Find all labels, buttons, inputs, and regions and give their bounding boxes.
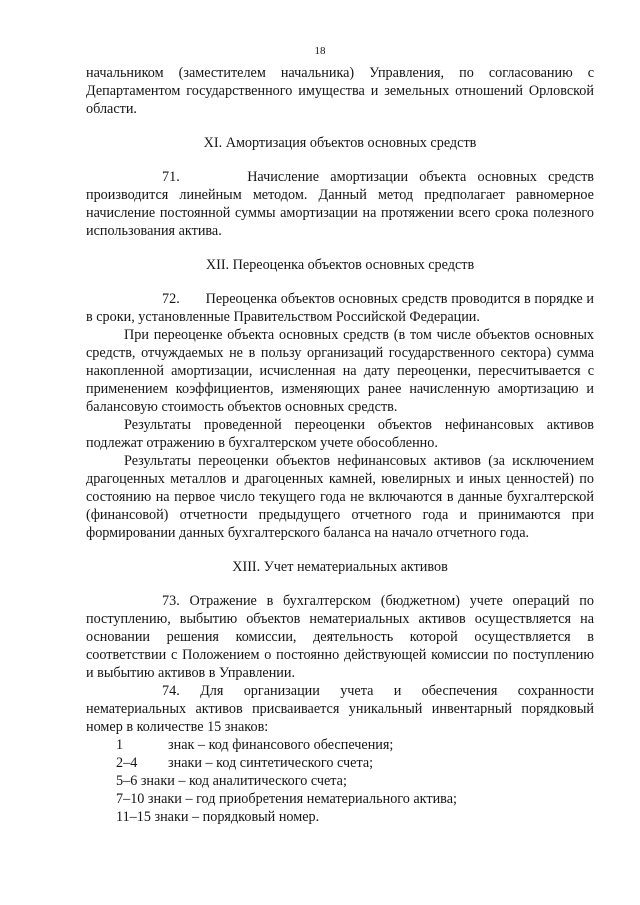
paragraph-74	[86, 682, 594, 736]
section-11-title: XI. Амортизация объектов основных средств	[203, 135, 477, 151]
list-item	[116, 790, 594, 808]
list-item	[116, 754, 594, 772]
list-item-code: 1	[116, 737, 124, 753]
paragraph-72-number: 72.	[162, 291, 180, 307]
section-12-title: XII. Переоценка объектов основных средств	[205, 257, 475, 273]
paragraph-72-text: Переоценка объектов основных средств проводится в порядке и в сроки, установленные Правительством Российской Федерации.	[86, 291, 594, 325]
list-item-text: 7–10 знаки – год приобретения нематериального актива;	[116, 791, 457, 807]
list-item-text: знаки – код синтетического счета;	[168, 755, 374, 771]
paragraph-72-results: Результаты проведенной переоценки объектов нефинансовых активов подлежат отражению в бухгалтерском учете обособленно.	[86, 417, 594, 451]
paragraph-72	[86, 290, 594, 326]
intro-paragraph: начальником (заместителем начальника) Управления, по согласованию с Департаментом государственного имущества и земельных отношений Орловской области.	[86, 65, 594, 117]
page-content	[86, 64, 594, 826]
list-item	[116, 736, 594, 754]
paragraph-72-results-reporting: Результаты переоценки объектов нефинансовых активов (за исключением драгоценных металлов и драгоценных камней, ювелирных и иных ценностей) по состоянию на первое число текущего года не включаются в данные бухгалтерской (финансовой) отчетности предыдущего отчетного года и принимаются при формировании данных бухгалтерского баланса на начало отчетного года.	[86, 453, 594, 541]
list-item-text: 11–15 знаки – порядковый номер.	[116, 809, 320, 825]
paragraph-72-revaluation: При переоценке объекта основных средств (в том числе объектов основных средств, отчуждаемых не в пользу организаций государственного сектора) сумма накопленной амортизации, исчисленная на дату переоценки, пересчитывается с применением коэффициентов, изменяющих ранее начисленную амортизацию и балансовую стоимость объектов основных средств.	[86, 327, 594, 415]
list-item-text: 5–6 знаки – код аналитического счета;	[116, 773, 347, 789]
section-13-title: XIII. Учет нематериальных активов	[232, 559, 448, 575]
paragraph-71-text: Начисление амортизации объекта основных средств производится линейным методом. Данный метод предполагает равномерное начисление постоянной суммы амортизации на протяжении всего срока полезного использования актива.	[86, 169, 594, 239]
page-number: 18	[314, 45, 326, 57]
paragraph-73-text: Отражение в бухгалтерском (бюджетном) учете операций по поступлению, выбытию объектов нематериальных активов осуществляется на основании решения комиссии, деятельность которой осуществляется в соответствии с Положением о постоянно действующей комиссии по поступлению и выбытию активов в Управлении.	[86, 593, 594, 681]
paragraph-71-number: 71.	[162, 169, 180, 185]
paragraph-71	[86, 168, 594, 240]
list-item	[116, 772, 594, 790]
paragraph-74-number: 74.	[162, 683, 180, 699]
paragraph-73-number: 73.	[162, 593, 180, 609]
paragraph-74-text: Для организации учета и обеспечения сохранности нематериальных активов присваивается уникальный инвентарный порядковый номер в количестве 15 знаков:	[86, 683, 594, 735]
inventory-code-list	[116, 736, 594, 826]
paragraph-73	[86, 592, 594, 682]
list-item-code: 2–4	[116, 755, 138, 771]
list-item-text: знак – код финансового обеспечения;	[168, 737, 394, 753]
list-item	[116, 808, 594, 826]
